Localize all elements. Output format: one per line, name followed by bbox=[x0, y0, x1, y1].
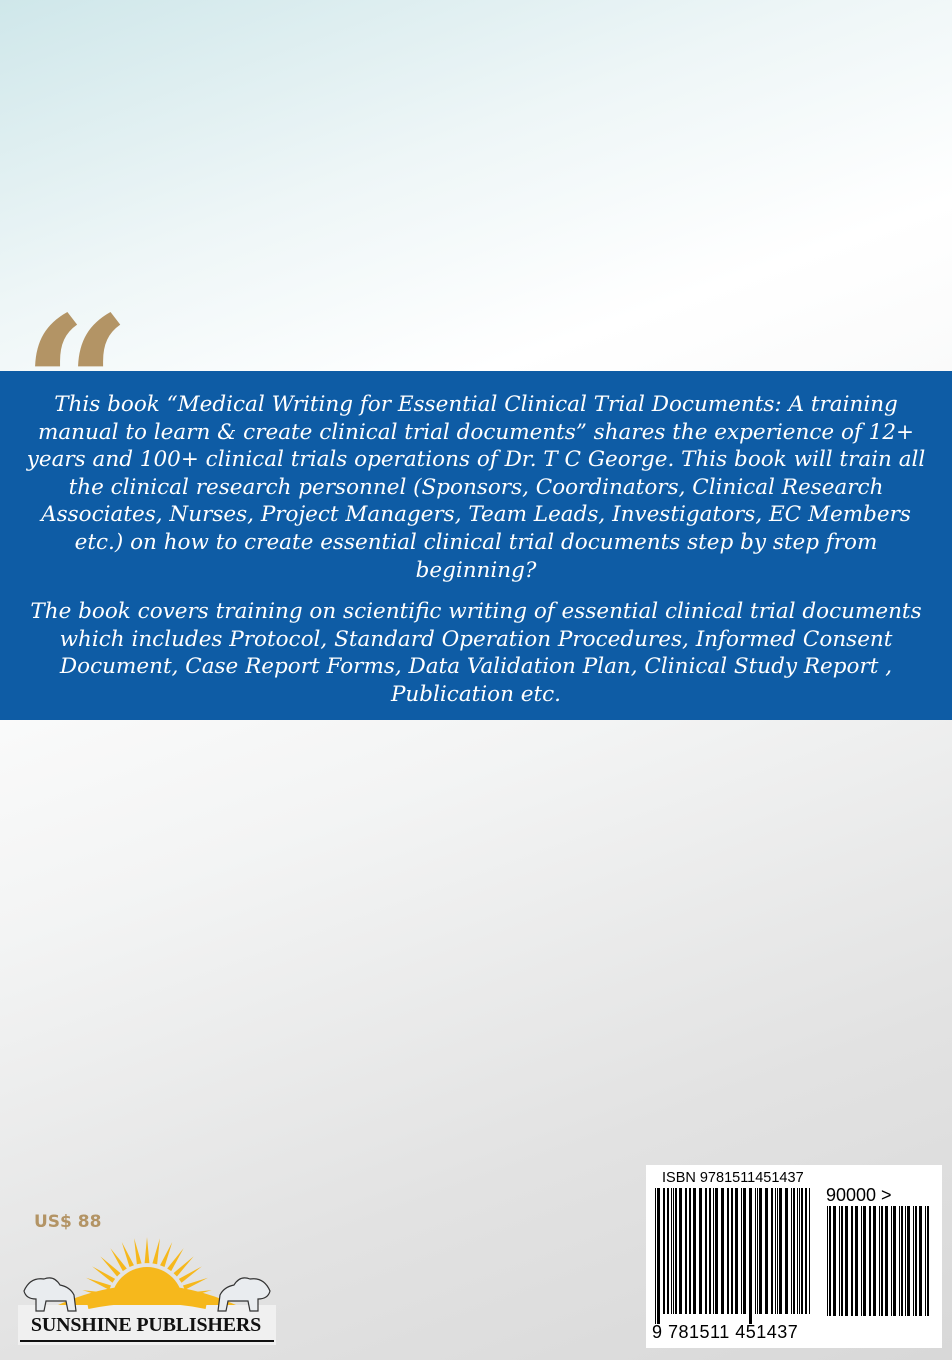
barcode-bar bbox=[771, 1188, 773, 1314]
barcode-bar bbox=[841, 1206, 843, 1316]
barcode-bar bbox=[735, 1188, 738, 1314]
isbn-barcode bbox=[654, 1188, 814, 1324]
barcode-bar bbox=[797, 1188, 798, 1314]
barcode-bar bbox=[673, 1188, 674, 1314]
barcode-bar bbox=[899, 1206, 900, 1316]
barcode-bar bbox=[693, 1188, 696, 1314]
barcode-bar bbox=[657, 1188, 660, 1324]
isbn-digits: 9 781511 451437 bbox=[652, 1322, 799, 1342]
barcode-bar bbox=[873, 1206, 876, 1316]
barcode-bar bbox=[801, 1188, 803, 1314]
barcode-bar bbox=[925, 1206, 926, 1316]
barcode-bar bbox=[839, 1206, 840, 1316]
barcode-bar bbox=[731, 1188, 733, 1314]
barcode-bar bbox=[713, 1188, 714, 1314]
barcode-bar bbox=[705, 1188, 707, 1314]
barcode-bar bbox=[845, 1206, 848, 1316]
barcode-bar bbox=[699, 1188, 702, 1314]
publisher-name: SUNSHINE PUBLISHERS bbox=[30, 1314, 262, 1336]
barcode-bar bbox=[741, 1188, 742, 1314]
sun-ray bbox=[152, 1238, 159, 1264]
isbn-label: ISBN 9781511451437 bbox=[662, 1170, 804, 1186]
barcode-bar bbox=[689, 1188, 691, 1314]
barcode-bar bbox=[749, 1188, 752, 1324]
barcode-bar bbox=[727, 1188, 729, 1314]
barcode-bar bbox=[777, 1188, 778, 1314]
barcode-bar bbox=[765, 1188, 768, 1314]
barcode-bar bbox=[667, 1188, 669, 1314]
barcode-bar bbox=[893, 1206, 896, 1316]
barcode-bar bbox=[775, 1188, 776, 1314]
barcode-bar bbox=[785, 1188, 788, 1314]
blurb-paragraph-2: The book covers training on scientific writing of essential clinical trial documents which includes Protocol, Standard Operation Procedures, Informed Consent Document, Case Report Forms, Data Validation Plan, Clinical Study Report , Publication etc. bbox=[30, 599, 922, 707]
barcode-bar bbox=[671, 1188, 672, 1314]
barcode-bar bbox=[905, 1206, 906, 1316]
barcode-bar bbox=[855, 1206, 858, 1316]
sun-ray bbox=[134, 1238, 141, 1264]
sun-ray bbox=[145, 1237, 150, 1263]
price-label: US$ 88 bbox=[34, 1212, 102, 1232]
sun-ray bbox=[122, 1242, 134, 1267]
blurb-paragraph-1: This book “Medical Writing for Essential Clinical Trial Documents: A training manual to learn & create clinical trial documents” shares the experience of 12+ years and 100+ clinical trials operations of Dr. T C George. This book will train all the clinical research personnel (Sponsors, Coordinators, Clinical Research Associates, Nurses, Project Managers, Team Leads, Investigators, EC Members etc.) on how to create essential clinical trial documents step by step from beginning? bbox=[26, 392, 926, 583]
barcode-bar bbox=[709, 1188, 711, 1314]
barcode-bar bbox=[793, 1188, 795, 1314]
sun-ray bbox=[160, 1242, 172, 1267]
barcode-bar bbox=[675, 1188, 677, 1314]
barcode-bar bbox=[913, 1206, 914, 1316]
barcode-bar bbox=[757, 1188, 758, 1314]
barcode-bar bbox=[881, 1206, 883, 1316]
barcode-bar bbox=[869, 1206, 871, 1316]
barcode-bar bbox=[809, 1188, 810, 1314]
barcode-bar bbox=[721, 1188, 724, 1314]
barcode-bar bbox=[885, 1206, 888, 1316]
barcode-bar bbox=[805, 1188, 807, 1314]
barcode-bar bbox=[919, 1206, 922, 1316]
barcode-bar bbox=[755, 1188, 756, 1314]
barcode-bar bbox=[907, 1206, 910, 1316]
sun-ray bbox=[183, 1278, 208, 1290]
barcode-bar bbox=[851, 1206, 853, 1316]
barcode-bar bbox=[861, 1206, 862, 1316]
barcode-bar bbox=[901, 1206, 903, 1316]
price-barcode bbox=[826, 1206, 934, 1326]
barcode-bar bbox=[685, 1188, 687, 1314]
barcode-bar bbox=[891, 1206, 892, 1316]
barcode-bar bbox=[833, 1206, 836, 1316]
blurb-panel bbox=[0, 371, 952, 720]
barcode-bar bbox=[715, 1188, 718, 1314]
barcode-bar bbox=[655, 1188, 656, 1324]
barcode-bar bbox=[915, 1206, 917, 1316]
barcode-bar bbox=[927, 1206, 929, 1316]
barcode-bar bbox=[679, 1188, 682, 1314]
sun-ray bbox=[86, 1278, 111, 1290]
barcode-bar bbox=[863, 1206, 866, 1316]
barcode-bar bbox=[829, 1206, 831, 1316]
barcode-bar bbox=[663, 1188, 665, 1314]
barcode-bar bbox=[791, 1188, 792, 1314]
barcode-bar bbox=[827, 1206, 828, 1316]
barcode-bar bbox=[759, 1188, 762, 1314]
price-code: 90000 > bbox=[826, 1185, 892, 1205]
barcode-bar bbox=[799, 1188, 800, 1314]
barcode-bar bbox=[743, 1188, 746, 1314]
barcode-bar bbox=[879, 1206, 880, 1316]
barcode-bar bbox=[779, 1188, 782, 1314]
